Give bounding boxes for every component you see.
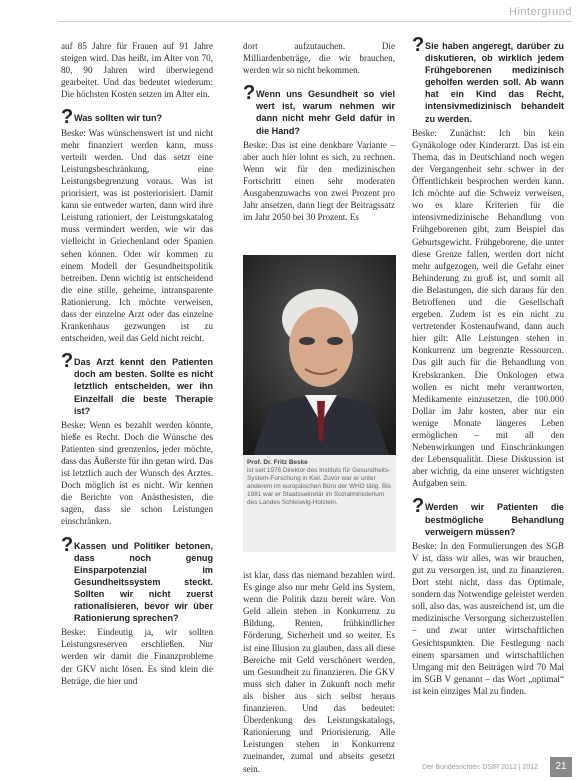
paragraph: ist klar, dass das niemand bezahlen wird. Es ginge also nur mehr Geld ins System, wenn die Politik dazu bereit wäre. Von Geld allein stehen in Konkurrenz zu Bildung, Renten, frühkindlicher Förderung, Sicherheit und so weiter. Es ist eine Illusion zu glauben, dass all diese Bereiche mit Geld verschönert werden, um Gesundheit zu finanzieren. Die GKV muss sich daher in Zukunft noch mehr als bisher aus sich selbst heraus finanzieren. Und das bedeutet: Überdenkung des Leistungskatalogs, Rationierung und Priorisierung. Alle Leistungen stehen in Konkurrenz zueinander, zumal und abseits gesetzt sein. bbox=[243, 570, 395, 774]
caption-text: ist seit 1976 Direktor des Instituts für Gesundheits-System-Forschung in Kiel. Zuvor war er unter anderem im europäischen Büro der WHO tätig. Bis 1981 war er Staatssekretär im Sozialministerium des Landes Schleswig-Holstein. bbox=[247, 467, 391, 506]
section-label: Hintergrund bbox=[509, 6, 572, 18]
question-mark-icon: ? bbox=[412, 495, 425, 518]
question: ? Sie haben angeregt, darüber zu diskutieren, ob wirklich jedem Frühgeborenen medizinisch geholfen werden soll. Ab wann hat ein Kind das Recht, intensivmedizinisch behandelt zu werden. bbox=[412, 34, 564, 124]
column-2 bbox=[243, 40, 395, 223]
question: ? Werden wir Patienten die bestmögliche Behandlung verweigern müssen? bbox=[412, 495, 564, 537]
photo-caption bbox=[243, 455, 396, 552]
answer: Beske: Wenn es bezahlt werden könnte, hieße es Recht. Doch die Wünsche des Patienten sind grenzenlos, jeder möchte, dass das Äußerste für ihn getan wird. Das ist letztlich auch der Wunsch des Arztes. Doch möglich ist es nicht. Wir kennen die Berichte von Anästhesisten, die sagen, dass sie schon Leistungen einschränken. bbox=[61, 419, 213, 527]
question-mark-icon: ? bbox=[412, 34, 425, 56]
column-1 bbox=[61, 40, 213, 687]
question-mark-icon: ? bbox=[61, 533, 74, 556]
paragraph: dort aufzutauchen. Die Milliardenbeträge, die wir brauchen, werden wir so nicht bekommen. bbox=[243, 41, 395, 76]
caption-name: Prof. Dr. Fritz Beske bbox=[247, 459, 308, 466]
header-rule bbox=[58, 21, 572, 22]
question-mark-icon: ? bbox=[61, 350, 74, 373]
paragraph: auf 85 Jahre für Frauen auf 91 Jahre steigen wird. Das heißt, im Alter von 70, 80, 90 Jahren wird überwiegend gearbeitet. Und das bedeutet wiederum: Die höchsten Kosten setzen im Alter ein. bbox=[61, 41, 213, 100]
footer-text: Der Bundesrichter: DStR 2012 | 2012 bbox=[422, 764, 538, 771]
column-3 bbox=[412, 34, 564, 697]
portrait-illustration bbox=[243, 255, 396, 455]
question: ? Kassen und Politiker betonen, dass noch genug Einsparpotenzial im Gesundheitssystem steckt. Sollten wir nicht zuerst rationalisieren, bevor wir über Rationierung sprechen? bbox=[61, 533, 213, 624]
answer: Beske: Was wünschenswert ist und nicht mehr finanziert werden kann, muss verteilt werden. Und das setzt eine Leistungsbeschränkung, eine Leistungsbegrenzung voraus. Was ist priorisiert, was ist posteriorisiert. Damit kann sie entweder warten, dann wird ihre Leistung rationiert, der Leistungskatalog muss vermindert werden, wie wir das vielleicht in Griechenland oder Spanien sehen können. Oder wir kommen zu einem Modell der Gesundheitspolitik betreiben. Denn wichtig ist entscheidend die eine stille, geheime, intransparente Rationierung. Ich möchte verweisen, dass der einzelne Arzt oder das einzelne Krankenhaus gezwungen ist zu entscheiden, weil das Geld nicht reicht. bbox=[61, 127, 213, 344]
question: ? Das Arzt kennt den Patienten doch am besten. Sollte es nicht letztlich entscheiden, wer ihn Einzelfall die beste Therapie ist? bbox=[61, 350, 213, 416]
column-2-continued bbox=[243, 569, 395, 775]
question: ? Wenn uns Gesundheit so viel wert ist, warum nehmen wir dann nicht mehr Geld dafür in die Hand? bbox=[243, 82, 395, 136]
answer: Beske: In den Formulierungen des SGB V ist, dass wir alles, was wir brauchen, gut zu versorgen ist, und zu finanzieren. Dort steht nicht, dass das Optimale, sondern das Notwendige geleistet werden soll, also das, was ausreichend ist, um die medizinische Versorgung sicherzustellen – und zwar unter wirtschaftlichen Gesichtspunkten. Die Festlegung nach einem sparsamen und wirtschaftlichen Umgang mit den Beiträgen wird 70 Mal im SGB V genannt – das Wort „optimal“ ist kein einziges Mal zu finden. bbox=[412, 540, 564, 696]
answer: Beske: Das ist eine denkbare Variante – aber auch hier lohnt es sich, zu rechnen. Wenn wir für den medizinischen Fortschritt einen sehr moderaten Ausgabenzuwachs von zwei Prozent pro Jahr ansetzen, dann liegt der Beitragssatz im Jahr 2050 bei 30 Prozent. Es bbox=[243, 139, 395, 223]
answer: Beske: Zunächst: Ich bin kein Gynäkologe oder Kinderarzt. Das ist ein Thema, das in Deutschland noch wegen der Vergangenheit sehr schwer in der Öffentlichkeit besprochen werden kann. Ich möchte auf die Schweiz verweisen, wo es klare Kriterien für die intensivmedizinische Behandlung von Frühgeborenen gibt, zum Beispiel das Geburtsgewicht. Frühgeborene, die unter diese Grenze fallen, werden dort nicht mehr aufgezogen, weil die Gefahr einer Behinderung zu groß ist, und somit all die Belastungen, die sich daraus für den Betroffenen und die Gesellschaft ergeben. Zudem ist es ein nicht zu vertretender Kostenaufwand, dann auch hier gilt: Alle Leistungen stehen in Konkurrenz um begrenzte Ressourcen. Das gilt auch für die Behandlung von Krebskranken. Die Onkologen etwa wollen es nicht mehr verantworten, Medikamente einzusetzen, die 100.000 Dollar im Jahr kosten, aber nur ein wenige Monate längeres Leben ermöglichen – mit all den Nebenwirkungen und Einschränkungen der Lebensqualität. Diese Diskussion ist aber wichtig, da eine unserer wichtigsten Aufgaben sein. bbox=[412, 127, 564, 489]
portrait-photo bbox=[243, 255, 396, 455]
question-mark-icon: ? bbox=[243, 82, 256, 105]
answer: Beske: Eindeutig ja, wir sollten Leistungsreserven erschließen. Nur werden wir damit die Finanzprobleme der GKV nicht lösen. Es sind klein die Beträge, die hier und bbox=[61, 627, 213, 686]
page-number: 21 bbox=[550, 757, 572, 777]
question-mark-icon: ? bbox=[61, 106, 74, 129]
question: ? Was sollten wir tun? bbox=[61, 106, 163, 129]
